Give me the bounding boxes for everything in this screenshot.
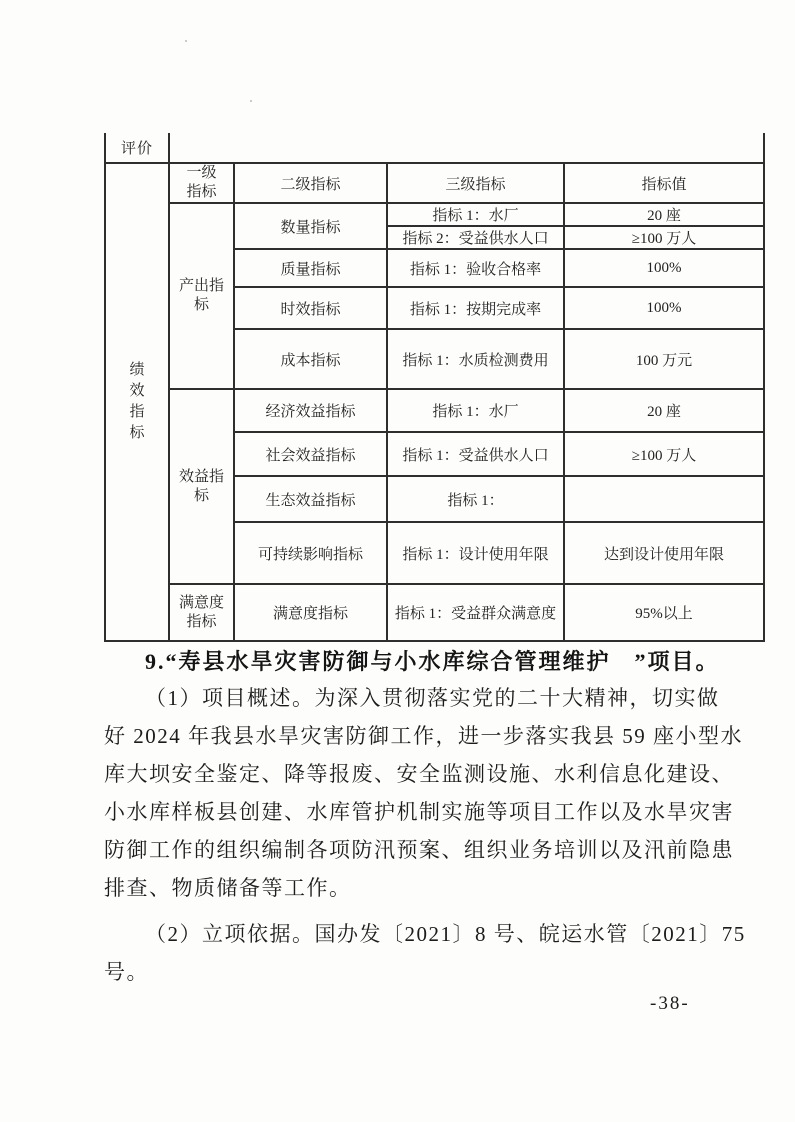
value-cell: 达到设计使用年限 xyxy=(564,522,764,584)
level2-ecological-benefit: 生态效益指标 xyxy=(234,476,387,522)
body-line: （1）项目概述。为深入贯彻落实党的二十大精神，切实做 xyxy=(145,686,720,710)
indicator-cell: 指标 1：受益群众满意度 xyxy=(387,584,564,641)
col-header-value: 指标值 xyxy=(564,163,764,203)
indicator-cell: 指标 1：验收合格率 xyxy=(387,249,564,287)
indicator-cell: 指标 1：水厂 xyxy=(387,203,564,226)
level2-cost: 成本指标 xyxy=(234,329,387,389)
level1-satisfaction-indicators: 满意度指标 xyxy=(169,584,234,641)
col-header-level3: 三级指标 xyxy=(387,163,564,203)
indicator-cell: 指标 2：受益供水人口 xyxy=(387,226,564,249)
continuation-cell-empty xyxy=(169,133,764,163)
body-line: 小水库样板县创建、水库管护机制实施等项目工作以及水旱灾害 xyxy=(104,800,734,824)
value-cell: 100% xyxy=(564,249,764,287)
level2-sustainable-impact: 可持续影响指标 xyxy=(234,522,387,584)
level1-benefit-indicators: 效益指标 xyxy=(169,389,234,584)
body-line: 好 2024 年我县水旱灾害防御工作，进一步落实我县 59 座小型水 xyxy=(104,724,743,748)
body-line: 库大坝安全鉴定、降等报废、安全监测设施、水利信息化建设、 xyxy=(104,762,734,786)
indicator-cell: 指标 1：受益供水人口 xyxy=(387,432,564,476)
level2-economic-benefit: 经济效益指标 xyxy=(234,389,387,432)
continuation-cell-eval: 评价 xyxy=(105,133,169,163)
level1-output-indicators: 产出指标 xyxy=(169,203,234,389)
performance-indicators-table xyxy=(104,133,765,642)
col-header-level2: 二级指标 xyxy=(234,163,387,203)
vertical-label: 绩效指标 xyxy=(129,362,145,441)
value-cell: 95%以上 xyxy=(564,584,764,641)
scan-speck xyxy=(185,40,187,42)
value-cell: 100% xyxy=(564,287,764,329)
value-cell: ≥100 万人 xyxy=(564,226,764,249)
value-cell: ≥100 万人 xyxy=(564,432,764,476)
level2-quantity: 数量指标 xyxy=(234,203,387,249)
performance-table-container xyxy=(104,133,765,642)
indicator-cell: 指标 1： xyxy=(387,476,564,522)
indicator-cell: 指标 1：水质检测费用 xyxy=(387,329,564,389)
level2-social-benefit: 社会效益指标 xyxy=(234,432,387,476)
value-cell: 20 座 xyxy=(564,389,764,432)
paragraph-2 xyxy=(104,915,746,991)
paragraph-1 xyxy=(104,679,743,907)
indicator-cell: 指标 1：设计使用年限 xyxy=(387,522,564,584)
level2-satisfaction: 满意度指标 xyxy=(234,584,387,641)
body-line: 排查、物质储备等工作。 xyxy=(104,876,352,900)
value-cell xyxy=(564,476,764,522)
body-line: 号。 xyxy=(104,960,149,984)
page-number: -38- xyxy=(650,993,690,1014)
scan-speck xyxy=(250,100,252,102)
indicator-cell: 指标 1：按期完成率 xyxy=(387,287,564,329)
body-line: （2）立项依据。国办发〔2021〕8 号、皖运水管〔2021〕75 xyxy=(145,922,746,946)
value-cell: 100 万元 xyxy=(564,329,764,389)
col-header-level1: 一级指标 xyxy=(169,163,234,203)
level2-timeliness: 时效指标 xyxy=(234,287,387,329)
section-heading: 9.“寿县水旱灾害防御与小水库综合管理维护 ”项目。 xyxy=(145,649,720,674)
level2-quality: 质量指标 xyxy=(234,249,387,287)
body-line: 防御工作的组织编制各项防汛预案、组织业务培训以及汛前隐患 xyxy=(104,838,734,862)
body-text xyxy=(104,679,746,991)
row-group-performance-indicators xyxy=(105,163,169,641)
indicator-cell: 指标 1：水厂 xyxy=(387,389,564,432)
value-cell: 20 座 xyxy=(564,203,764,226)
